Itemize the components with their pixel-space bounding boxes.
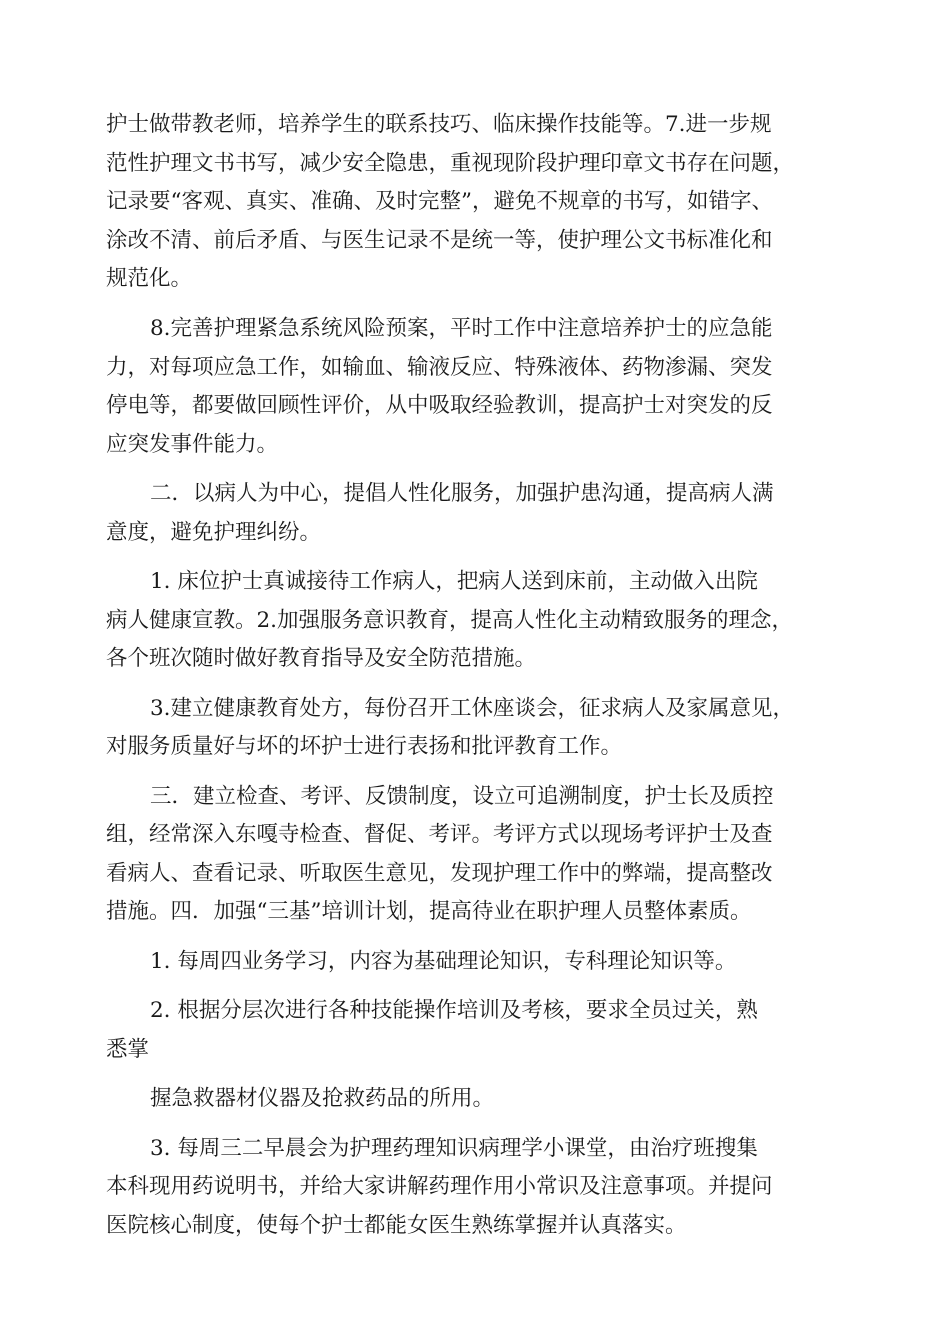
text-line: 记录要“客观、真实、准确、及时完整”，避免不规章的书写，如错字、 <box>106 189 773 214</box>
text-line: 3.建立健康教育处方，每份召开工休座谈会，征求病人及家属意见， <box>150 696 795 721</box>
text-line: 医院核心制度，使每个护士都能女医生熟练掌握并认真落实。 <box>106 1213 687 1238</box>
text-line: 对服务质量好与坏的坏护士进行表扬和批评教育工作。 <box>106 734 623 759</box>
text-line: 1. 每周四业务学习，内容为基础理论知识，专科理论知识等。 <box>150 949 737 974</box>
text-line: 悉掌 <box>106 1037 150 1062</box>
text-line: 应突发事件能力。 <box>106 432 279 457</box>
text-line: 涂改不清、前后矛盾、与医生记录不是统一等，使护理公文书标准化和 <box>106 228 773 253</box>
text-line: 看病人、查看记录、听取医生意见，发现护理工作中的弊端，提高整改 <box>106 861 773 886</box>
text-line: 范性护理文书书写，减少安全隐患，重视现阶段护理印章文书存在问题， <box>106 151 795 176</box>
text-line: 规范化。 <box>106 266 193 291</box>
text-line: 力，对每项应急工作，如输血、输液反应、特殊液体、药物渗漏、突发 <box>106 355 773 380</box>
text-line: 各个班次随时做好教育指导及安全防范措施。 <box>106 646 537 671</box>
text-line: 3. 每周三二早晨会为护理药理知识病理学小课堂，由治疗班搜集 <box>150 1136 758 1161</box>
text-line: 本科现用药说明书，并给大家讲解药理作用小常识及注意事项。并提问 <box>106 1174 773 1199</box>
text-line: 护士做带教老师，培养学生的联系技巧、临床操作技能等。7.进一步规 <box>106 112 772 137</box>
text-line: 意度，避免护理纠纷。 <box>106 520 322 545</box>
text-line: 停电等，都要做回顾性评价，从中吸取经验教训，提高护士对突发的反 <box>106 393 773 418</box>
text-line: 三．建立检查、考评、反馈制度，设立可追溯制度，护士长及质控 <box>150 784 774 809</box>
text-line: 2. 根据分层次进行各种技能操作培训及考核，要求全员过关，熟 <box>150 998 758 1023</box>
text-line: 8.完善护理紧急系统风险预案，平时工作中注意培养护士的应急能 <box>150 316 773 341</box>
text-line: 1. 床位护士真诚接待工作病人，把病人送到床前，主动做入出院 <box>150 569 758 594</box>
text-line: 病人健康宣教。2.加强服务意识教育，提高人性化主动精致服务的理念， <box>106 608 794 633</box>
text-line: 握急救器材仪器及抢救药品的所用。 <box>150 1086 495 1111</box>
text-line: 二．以病人为中心，提倡人性化服务，加强护患沟通，提高病人满 <box>150 481 774 506</box>
text-line: 措施。四．加强“三基”培训计划，提高待业在职护理人员整体素质。 <box>106 899 752 924</box>
text-line: 组，经常深入东嘎寺检查、督促、考评。考评方式以现场考评护士及查 <box>106 822 773 847</box>
